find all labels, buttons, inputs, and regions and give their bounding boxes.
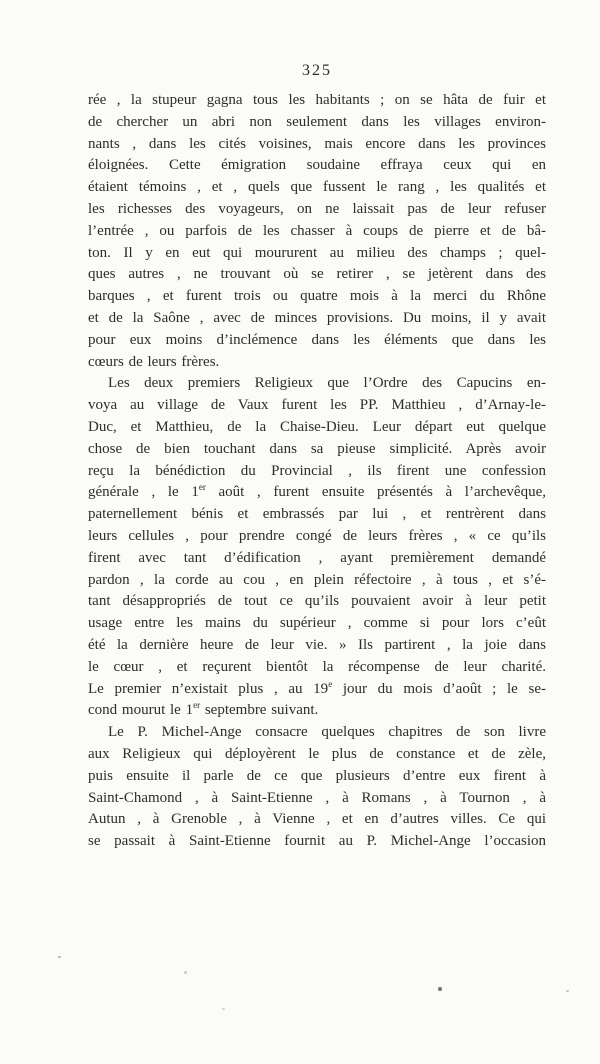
text-line: pardon , la corde au cou , en plein réfectoire , à tous , et s’é-	[88, 571, 546, 588]
text-line: cœurs de leurs frères.	[88, 353, 220, 370]
text-line: firent avec tant d’édification , ayant premièrement demandé	[88, 549, 546, 566]
text-line: rée , la stupeur gagna tous les habitants ; on se hâta de fuir et	[88, 92, 546, 108]
text-line: générale , le 1er août , furent ensuite présentés à l’archevêque,	[88, 482, 546, 501]
text-line: paternellement bénis et embrassés par lui , et rentrèrent dans	[88, 506, 546, 523]
text-line: ton. Il y en eut qui moururent au milieu des champs ; quel-	[88, 244, 546, 261]
text-line: reçu la bénédiction du Provincial , ils firent une confession	[88, 462, 546, 479]
text-line: de chercher un abri non seulement dans les villages environ-	[88, 113, 546, 130]
text-line: tant désappropriés de tout ce qu’ils pouvaient avoir à leur petit	[88, 593, 546, 610]
text-line: puis ensuite il parle de ce que plusieurs d’entre eux firent à	[88, 767, 546, 784]
text-line: aux Religieux qui déployèrent le plus de constance et de zèle,	[88, 745, 546, 762]
text-line: nants , dans les cités voisines, mais encore dans les provinces	[88, 135, 546, 152]
text-line: chose de bien touchant dans sa pieuse simplicité. Après avoir	[88, 440, 546, 457]
text-line: leurs cellules , pour prendre congé de leurs frères , « ce qu’ils	[88, 527, 546, 544]
text-line: pour eux moins d’inclémence dans les éléments que dans les	[88, 331, 546, 348]
text-line: Autun , à Grenoble , à Vienne , et en d’autres villes. Ce qui	[88, 811, 546, 828]
text-line: ques autres , ne trouvant où se retirer , se jetèrent dans des	[88, 266, 546, 283]
text-line: voya au village de Vaux furent les PP. Matthieu , d’Arnay-le-	[88, 397, 546, 414]
text-line: cond mourut le 1er septembre suivant.	[88, 700, 319, 719]
text-line: se passait à Saint-Etienne fournit au P. Michel-Ange l’occasion	[88, 833, 546, 850]
page-number: 325	[302, 62, 332, 79]
text-line: Le premier n’existait plus , au 19e jour du mois d’août ; le se-	[88, 678, 546, 697]
text-line: usage entre les mains du supérieur , comme si pour lors c’eût	[88, 615, 546, 632]
scan-speck	[58, 956, 61, 958]
text-line: Duc, et Matthieu, de la Chaise-Dieu. Leur départ eut quelque	[88, 418, 546, 435]
text-line: barques , et furent trois ou quatre mois à la merci du Rhône	[88, 288, 546, 305]
text-line: les richesses des voyageurs, on ne laissait pas de leur refuser	[88, 200, 546, 217]
text-line: été la dernière heure de leur vie. » Ils partirent , la joie dans	[88, 636, 546, 653]
text-line: Les deux premiers Religieux que l’Ordre des Capucins en-	[108, 375, 546, 392]
scan-speck	[222, 1008, 225, 1010]
text-line: le cœur , et reçurent bientôt la récompense de leur charité.	[88, 658, 546, 675]
page-text	[88, 90, 546, 853]
scan-speck	[438, 987, 442, 991]
text-line: l’entrée , ou parfois de les chasser à coups de pierre et de bâ-	[88, 222, 546, 239]
scan-speck	[566, 990, 569, 992]
text-line: éloignées. Cette émigration soudaine effraya ceux qui en	[88, 157, 546, 174]
text-line: Saint-Chamond , à Saint-Etienne , à Romans , à Tournon , à	[88, 789, 546, 806]
text-line: et de la Saône , avec de minces provisions. Du moins, il y avait	[88, 309, 546, 326]
text-line: Le P. Michel-Ange consacre quelques chapitres de son livre	[108, 724, 546, 741]
scan-speck	[184, 971, 187, 974]
text-line: étaient témoins , et , quels que fussent le rang , les qualités et	[88, 179, 546, 196]
